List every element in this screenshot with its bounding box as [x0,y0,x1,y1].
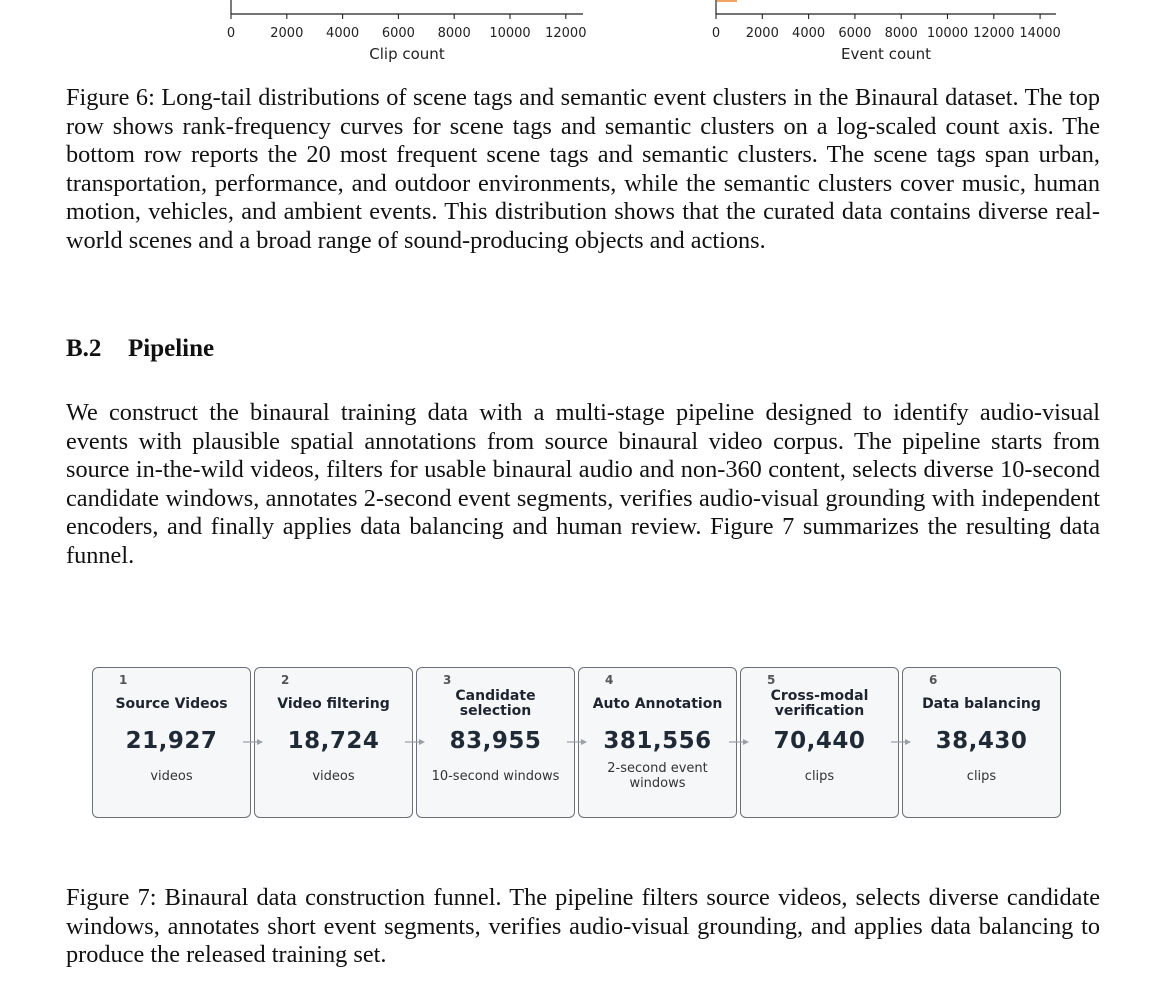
arrow-icon [243,737,263,747]
left-chart [227,0,587,63]
left-chart-tick-label: 4000 [326,26,360,41]
right-chart-tick-label: 10000 [926,26,969,41]
stage-count: 70,440 [773,728,866,754]
left-chart-xlabel: Clip count [369,45,445,63]
arrow-icon [891,737,911,747]
stage-unit: videos [312,768,355,784]
stage-unit: clips [966,768,997,784]
stage-index: 5 [767,673,776,687]
stage-title: Source Videos [115,695,228,712]
left-chart-tick-label: 0 [226,26,236,41]
left-chart-tick-label: 8000 [437,26,471,41]
stage-unit: 10-second windows [431,768,560,784]
section-title: Pipeline [128,335,215,362]
stage-title: Auto Annotation [592,695,723,712]
stage-unit: 2-second event windows [607,761,708,791]
stage-unit: clips [804,768,835,784]
left-chart-tick-label: 2000 [270,26,304,41]
right-chart-tick-label: 14000 [1019,26,1061,41]
stage-title: Data balancing [922,695,1041,712]
stage-title: Candidate selection [455,688,536,719]
stage-index: 1 [119,673,128,687]
left-chart-tick-label: 12000 [545,26,587,41]
stage-count: 18,724 [287,728,380,754]
right-chart-tick-label: 4000 [792,26,826,41]
stage-count: 21,927 [125,728,218,754]
left-chart-tick-label: 6000 [381,26,415,41]
stage-title: Video filtering [277,695,390,712]
stage-unit: videos [150,768,193,784]
right-chart-tick-label: 8000 [884,26,918,41]
right-chart-tick-label: 0 [711,26,721,41]
stage-index: 2 [281,673,290,687]
section-heading [66,335,214,363]
right-chart-tick-label: 12000 [973,26,1015,41]
stage-count: 83,955 [449,728,542,754]
figure7-caption: Figure 7: Binaural data construction funnel. The pipeline filters source videos, selects diverse candidate windows, annotates short event segments, verifies audio-visual grounding, and applies data balancing to produce the released training set. [66,884,1100,968]
right-chart-tick-label: 2000 [745,26,779,41]
stage-count: 381,556 [603,728,712,754]
funnel-stage [578,667,737,818]
funnel-stage [92,667,251,818]
top-chart-axes [0,0,1161,70]
arrow-icon [567,737,587,747]
arrow-icon [729,737,749,747]
funnel-stage [254,667,413,818]
stage-index: 4 [605,673,614,687]
pipeline-paragraph: We construct the binaural training data with a multi-stage pipeline designed to identify audio-visual events with plausible spatial annotations from source binaural video corpus. The pipeline starts from source in-the-wild videos, filters for usable binaural audio and non-360 content, selects diverse 10-second candidate windows, annotates 2-second event segments, verifies audio-visual grounding with independent encoders, and finally applies data balancing and human review. Figure 7 summarizes the resulting data funnel. [66,399,1100,569]
stage-title: Cross-modal verification [770,688,869,719]
stage-count: 38,430 [935,728,1028,754]
funnel-stage [416,667,575,818]
right-chart-xlabel: Event count [840,45,932,63]
stage-index: 6 [929,673,938,687]
left-chart-tick-label: 10000 [489,26,531,41]
right-chart-tick-label: 6000 [838,26,872,41]
right-chart-bar-stub [717,0,737,2]
funnel-stage [740,667,899,818]
figure6-caption: Figure 6: Long-tail distributions of scene tags and semantic event clusters in the Binaural dataset. The top row shows rank-frequency curves for scene tags and semantic clusters on a log-scaled count axis. The bottom row reports the 20 most frequent scene tags and semantic clusters. The scene tags span urban, transportation, performance, and outdoor environments, while the semantic clusters cover music, human motion, vehicles, and ambient events. This distribution shows that the curated data contains diverse real-world scenes and a broad range of sound-producing objects and actions. [66,84,1100,254]
section-number: B.2 [66,335,102,362]
funnel-diagram [92,667,1061,820]
arrow-icon [405,737,425,747]
right-chart [712,0,1061,63]
stage-index: 3 [443,673,452,687]
funnel-stage [902,667,1061,818]
